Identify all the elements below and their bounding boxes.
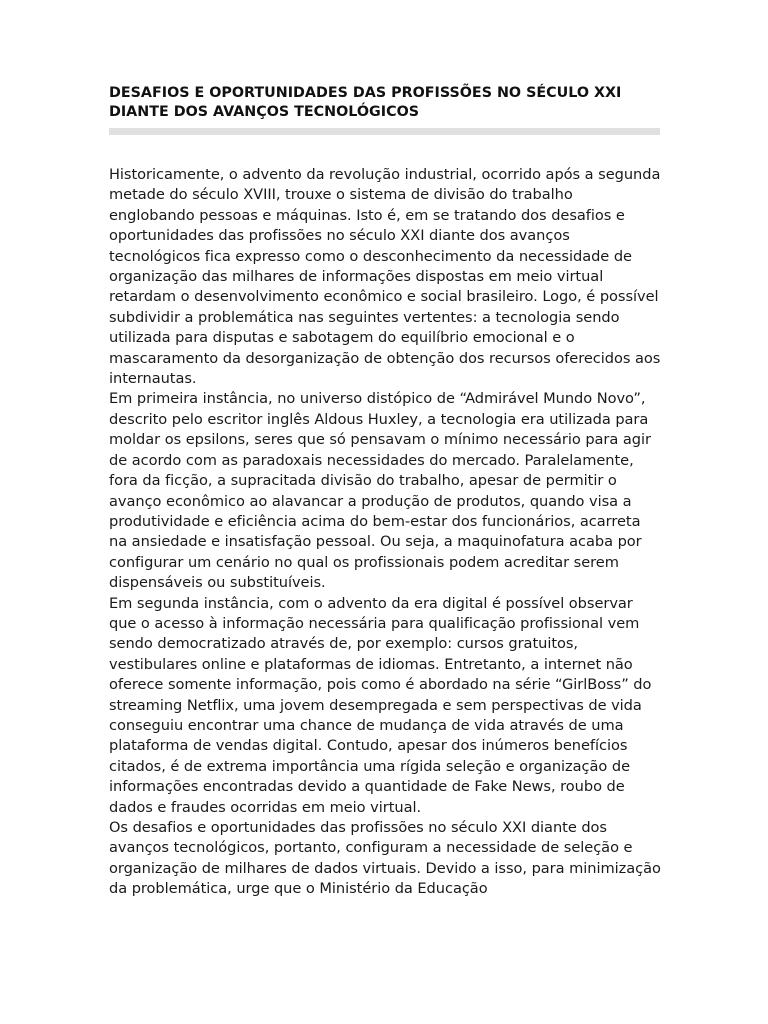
paragraph-second-argument: Em segunda instância, com o advento da era digital é possível observar que o acesso à informação necessária para qualificação profissional vem sendo democratizado através de, por exemplo: cursos gratuitos, vestibulares online e plataformas de idiomas. Entretanto, a internet não oferece somente informação, pois como é abordado na série “GirlBoss” do streaming Netflix, uma jovem desempregada e sem perspectivas de vida conseguiu encontrar uma chance de mudança de vida através de uma plataforma de vendas digital. Contudo, apesar dos inúmeros benefícios citados, é de extrema importância uma rígida seleção e organização de informações encontradas devido a quantidade de Fake News, roubo de dados e fraudes ocorridas em meio virtual. [109, 594, 652, 816]
paragraph-intro: Historicamente, o advento da revolução industrial, ocorrido após a segunda metade do século XVIII, trouxe o sistema de divisão do trabalho englobando pessoas e máquinas. Isto é, em se tratando dos desafios e oportunidades das profissões no século XXI diante dos avanços tecnológicos fica expresso como o desconhecimento da necessidade de organização das milhares de informações dispostas em meio virtual retardam o desenvolvimento econômico e social brasileiro. Logo, é possível subdividir a problemática nas seguintes vertentes: a tecnologia sendo utilizada para disputas e sabotagem do equilíbrio emocional e o mascaramento da desorganização de obtenção dos recursos oferecidos aos internautas. [109, 166, 661, 388]
title-divider [109, 128, 660, 135]
document-body [109, 165, 661, 900]
document-page [109, 84, 661, 900]
document-title: DESAFIOS E OPORTUNIDADES DAS PROFISSÕES NO SÉCULO XXI DIANTE DOS AVANÇOS TECNOLÓGICOS [109, 85, 622, 120]
paragraph-conclusion: Os desafios e oportunidades das profissões no século XXI diante dos avanços tecnológicos, portanto, configuram a necessidade de seleção e organização de milhares de dados virtuais. Devido a isso, para minimização da problemática, urge que o Ministério da Educação [109, 819, 661, 898]
paragraph-first-argument: Em primeira instância, no universo distópico de “Admirável Mundo Novo”, descrito pelo escritor inglês Aldous Huxley, a tecnologia era utilizada para moldar os epsilons, seres que só pensavam o mínimo necessário para agir de acordo com as paradoxais necessidades do mercado. Paralelamente, fora da ficção, a supracitada divisão do trabalho, apesar de permitir o avanço econômico ao alavancar a produção de produtos, quando visa a produtividade e eficiência acima do bem-estar dos funcionários, acarreta na ansiedade e insatisfação pessoal. Ou seja, a maquinofatura acaba por configurar um cenário no qual os profissionais podem acreditar serem dispensáveis ou substituíveis. [109, 390, 651, 592]
